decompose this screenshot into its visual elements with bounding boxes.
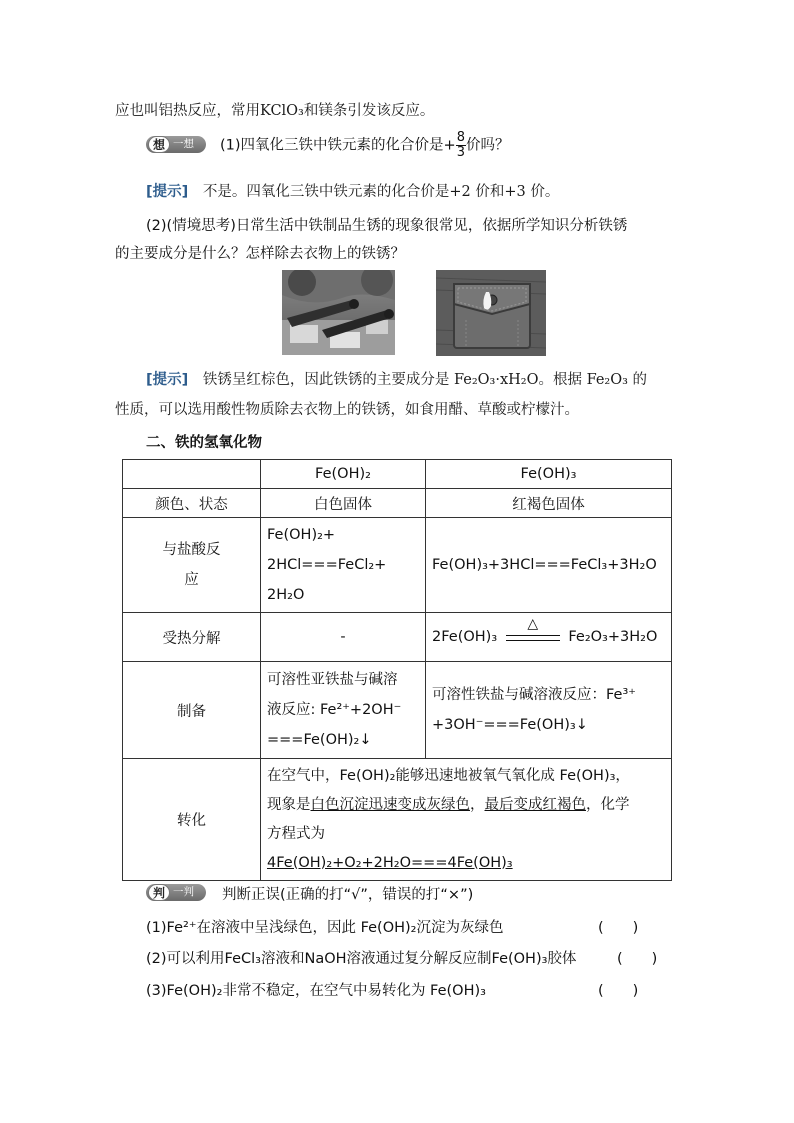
heat-reactant: 2Fe(OH)₃ [432,629,498,645]
hint-2-line-1 [146,368,647,389]
table-row-prep [123,662,672,759]
section-title: 二、铁的氢氧化物 [146,435,262,451]
judge-answer-2[interactable]: ( ) [617,951,658,967]
question-1-suffix: 价吗？ [465,137,510,154]
hint-2-tag: [提示] [146,372,189,388]
row-label-color: 颜色、状态 [123,489,261,518]
prep-feoh2-line-1: 可溶性亚铁盐与碱溶 [267,672,398,688]
conversion-pre: 现象是 [267,796,311,813]
conversion-phenomenon-1: 白色沉淀迅速变成灰绿色 [310,796,470,813]
fraction-8-3 [456,131,466,160]
judge-title: 判断正误(正确的打“√”，错误的打“×”) [222,887,474,903]
fraction-numerator: 8 [456,130,465,145]
cell-heat-feoh2: - [261,613,426,662]
conversion-line-2 [267,791,665,820]
hint-2-line-2: 性质，可以选用酸性物质除去衣物上的铁锈，如食用醋、草酸或柠檬汁。 [115,402,579,418]
cell-prep-feoh2 [261,662,426,759]
question-2-line-2: 的主要成分是什么？怎样除去衣物上的铁锈？ [115,246,405,262]
hint-2-text-1: 铁锈呈红棕色，因此铁锈的主要成分是 Fe₂O₃·xH₂O。根据 Fe₂O₃ 的 [202,372,648,388]
table-row-heat [123,613,672,662]
think-badge-label: 一想 [173,138,194,150]
photo-rusty-jacket [436,270,546,356]
judge-answer-1[interactable]: ( ) [598,920,639,936]
table-header-feoh2: Fe(OH)₂ [261,460,426,489]
judge-item-2: (2)可以利用FeCl₃溶液和NaOH溶液通过复分解反应制Fe(OH)₃胶体 [146,951,577,967]
hint-1-text: 不是。四氧化三铁中铁元素的化合价是+2 价和+3 价。 [202,184,560,200]
cell-color-feoh3: 红褐色固体 [426,489,672,518]
hint-tag: [提示] [146,184,189,200]
heat-product: Fe₂O₃+3H₂O [568,629,658,645]
prep-feoh3-line-2: +3OH⁻===Fe(OH)₃↓ [432,717,588,733]
conversion-equation: 4Fe(OH)₂+O₂+2H₂O===4Fe(OH)₃ [267,854,513,871]
question-1-prefix: (1)四氧化三铁中铁元素的化合价是+ [220,137,456,154]
row-label-prep: 制备 [123,662,261,759]
row-label-acid-2: 应 [184,572,199,588]
acid-feoh2-line-1: Fe(OH)₂+ [267,527,336,543]
acid-feoh2-line-2: 2HCl===FeCl₂+ [267,557,387,573]
conversion-line-3: 方程式为 [267,825,325,842]
judge-badge [146,884,206,901]
table-header-empty [123,460,261,489]
judge-item-3: (3)Fe(OH)₂非常不稳定，在空气中易转化为 Fe(OH)₃ [146,983,486,999]
table-header-feoh3: Fe(OH)₃ [426,460,672,489]
table-row-color [123,489,672,518]
acid-feoh2-line-3: 2H₂O [267,587,305,603]
prep-feoh2-line-2: 液反应: Fe²⁺+2OH⁻ [267,702,402,718]
conversion-line-1: 在空气中，Fe(OH)₂能够迅速地被氧气氧化成 Fe(OH)₃， [267,767,630,784]
row-label-acid-1: 与盐酸反 [162,542,221,558]
conversion-post: ，化学 [586,796,630,813]
row-label-heat: 受热分解 [123,613,261,662]
cell-conversion [261,759,672,881]
think-badge-char: 想 [148,136,170,153]
iron-hydroxide-table [122,459,672,881]
conversion-comma: ， [470,796,485,813]
conversion-phenomenon-2: 最后变成红褐色 [484,796,586,813]
judge-item-1: (1)Fe²⁺在溶液中呈浅绿色，因此 Fe(OH)₂沉淀为灰绿色 [146,920,504,936]
judge-badge-label: 一判 [173,886,194,898]
table-header-row [123,460,672,489]
cell-acid-feoh2 [261,518,426,613]
cell-prep-feoh3 [426,662,672,759]
row-label-conversion: 转化 [123,759,261,881]
heat-condition-icon: △ [527,616,539,632]
hint-1 [146,180,559,201]
cell-color-feoh2: 白色固体 [261,489,426,518]
heat-arrow [506,616,560,648]
table-row-acid [123,518,672,613]
table-row-conversion [123,759,672,881]
fraction-denominator: 3 [456,145,465,160]
question-1 [220,131,509,160]
cell-heat-feoh3 [426,613,672,662]
row-label-acid [123,518,261,613]
judge-badge-char: 判 [148,884,170,901]
question-2-line-1: (2)(情境思考)日常生活中铁制品生锈的现象很常见，依据所学知识分析铁锈 [146,218,628,234]
think-badge [146,136,206,153]
cell-acid-feoh3: Fe(OH)₃+3HCl===FeCl₃+3H₂O [426,518,672,613]
prep-feoh2-line-3: ===Fe(OH)₂↓ [267,732,372,748]
intro-line: 应也叫铝热反应，常用KClO₃和镁条引发该反应。 [115,103,435,119]
judge-answer-3[interactable]: ( ) [598,983,639,999]
prep-feoh3-line-1: 可溶性铁盐与碱溶液反应：Fe³⁺ [432,687,636,703]
photo-rusty-cannons [282,270,395,355]
